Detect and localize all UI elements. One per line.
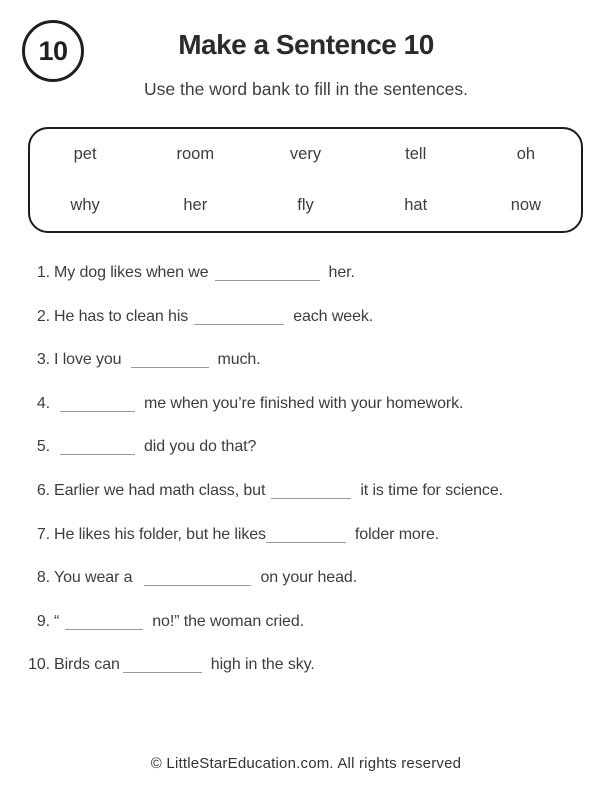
sentence-number: 6. xyxy=(36,481,50,499)
sentence-number: 3. xyxy=(36,351,50,369)
sentence-row xyxy=(0,469,612,513)
fill-in-blank xyxy=(60,402,135,412)
word-bank-word: very xyxy=(289,145,322,163)
sentence-number: 5. xyxy=(36,438,50,456)
sentence-row xyxy=(0,251,612,295)
sentence-number: 9. xyxy=(36,612,50,630)
sentence-row xyxy=(0,643,612,687)
fill-in-blank xyxy=(60,445,135,455)
word-bank-word: tell xyxy=(405,145,427,163)
sentence-text-after-blank: no!” the woman cried. xyxy=(152,612,304,630)
sentence-row xyxy=(0,600,612,644)
sentence-text-before-blank: Birds can xyxy=(54,656,120,674)
sentence-text-after-blank: me when you’re finished with your homework. xyxy=(144,394,464,412)
word-bank-word: her xyxy=(183,196,208,214)
word-bank-box xyxy=(28,127,583,233)
sentence-row xyxy=(0,382,612,426)
sentence-row xyxy=(0,338,612,382)
sentence-number: 4. xyxy=(36,394,50,412)
sentence-text-after-blank: much. xyxy=(217,351,261,369)
fill-in-blank xyxy=(194,315,284,325)
sentence-row xyxy=(0,513,612,557)
instructions-text: Use the word bank to fill in the sentences. xyxy=(144,79,468,99)
sentence-text-before-blank: My dog likes when we xyxy=(54,264,209,281)
fill-in-blank xyxy=(266,533,346,543)
word-bank-word: hat xyxy=(404,196,428,214)
page-title: Make a Sentence 10 xyxy=(178,29,434,60)
sentence-number: 10. xyxy=(28,656,50,674)
sentence-text-after-blank: folder more. xyxy=(354,525,440,543)
word-bank-word: pet xyxy=(73,145,97,163)
sentence-number: 7. xyxy=(36,525,50,543)
word-bank-word: fly xyxy=(297,196,314,214)
page-number: 10 xyxy=(38,35,68,66)
sentence-text-before-blank: He likes his folder, but he likes xyxy=(54,525,266,543)
sentence-number: 1. xyxy=(36,264,50,281)
sentence-number: 8. xyxy=(36,569,50,587)
sentence-number: 2. xyxy=(36,307,50,325)
sentence-list xyxy=(0,251,612,687)
word-bank-word: why xyxy=(70,196,100,214)
word-bank-word: oh xyxy=(516,145,536,163)
sentence-text-before-blank: You wear a xyxy=(54,569,133,587)
word-bank-word: room xyxy=(176,145,215,163)
sentence-text-before-blank: Earlier we had math class, but xyxy=(54,481,266,499)
sentence-row xyxy=(0,295,612,339)
sentence-text-before-blank: “ xyxy=(54,612,60,630)
sentence-text-after-blank: her. xyxy=(328,264,355,281)
fill-in-blank xyxy=(144,576,251,586)
sentence-text-after-blank: each week. xyxy=(293,307,374,325)
fill-in-blank xyxy=(123,663,202,673)
copyright-footer: © LittleStarEducation.com. All rights reserved xyxy=(150,755,462,772)
fill-in-blank xyxy=(215,271,320,281)
sentence-text-after-blank: it is time for science. xyxy=(360,481,503,499)
sentence-row xyxy=(0,425,612,469)
sentence-text-after-blank: did you do that? xyxy=(144,438,257,456)
sentence-text-before-blank: He has to clean his xyxy=(54,307,189,325)
fill-in-blank xyxy=(271,489,351,499)
sentence-text-after-blank: high in the sky. xyxy=(210,656,315,674)
word-bank-word: now xyxy=(510,196,542,214)
sentence-row xyxy=(0,556,612,600)
fill-in-blank xyxy=(65,620,143,630)
fill-in-blank xyxy=(131,358,209,368)
sentence-text-after-blank: on your head. xyxy=(260,569,358,587)
sentence-text-before-blank: I love you xyxy=(54,351,122,369)
